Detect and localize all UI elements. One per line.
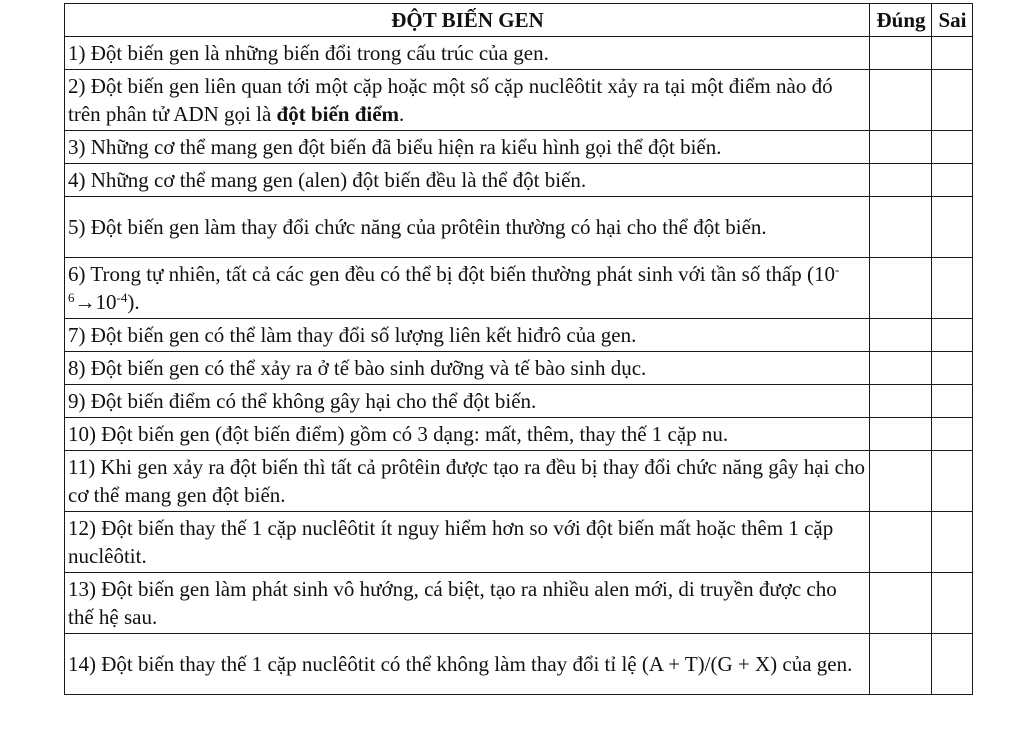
false-answer-cell[interactable]	[932, 131, 973, 164]
true-answer-cell[interactable]	[870, 352, 932, 385]
true-answer-cell[interactable]	[870, 634, 932, 695]
statement-text: 12) Đột biến thay thế 1 cặp nuclêôtit ít nguy hiểm hơn so với đột biến mất hoặc thêm 1 cặp nuclêôtit.	[65, 512, 870, 573]
worksheet	[64, 3, 972, 695]
true-answer-cell[interactable]	[870, 418, 932, 451]
statement-row-6	[65, 258, 973, 319]
true-false-table	[64, 3, 973, 695]
true-answer-cell[interactable]	[870, 512, 932, 573]
false-answer-cell[interactable]	[932, 164, 973, 197]
header-row	[65, 4, 973, 37]
statement-text: 3) Những cơ thể mang gen đột biến đã biểu hiện ra kiểu hình gọi thể đột biến.	[65, 131, 870, 164]
false-answer-cell[interactable]	[932, 70, 973, 131]
statement-bold-term: đột biến điểm	[276, 102, 400, 126]
true-answer-cell[interactable]	[870, 385, 932, 418]
statement-text: 10) Đột biến gen (đột biến điểm) gồm có 3 dạng: mất, thêm, thay thế 1 cặp nu.	[65, 418, 870, 451]
statement-row-12	[65, 512, 973, 573]
statement-text: 1) Đột biến gen là những biến đổi trong cấu trúc của gen.	[65, 37, 870, 70]
statement-text: 14) Đột biến thay thế 1 cặp nuclêôtit có thể không làm thay đổi tỉ lệ (A + T)/(G + X) của gen.	[65, 634, 870, 695]
false-answer-cell[interactable]	[932, 352, 973, 385]
false-answer-cell[interactable]	[932, 418, 973, 451]
statement-text-part: 6) Trong tự nhiên, tất cả các gen đều có thể bị đột biến thường phát sinh với tần số thấp (10	[68, 262, 836, 286]
arrow-term: →10	[74, 290, 117, 314]
statement-text: 11) Khi gen xảy ra đột biến thì tất cả prôtêin được tạo ra đều bị thay đổi chức năng gây hại cho cơ thể mang gen đột biến.	[65, 451, 870, 512]
true-column-header: Đúng	[870, 4, 932, 37]
true-answer-cell[interactable]	[870, 258, 932, 319]
false-answer-cell[interactable]	[932, 451, 973, 512]
statement-text	[65, 258, 870, 319]
statement-row-3	[65, 131, 973, 164]
statement-row-9	[65, 385, 973, 418]
statement-row-4	[65, 164, 973, 197]
exponent: -4	[116, 290, 128, 305]
true-answer-cell[interactable]	[870, 164, 932, 197]
statement-text: 7) Đột biến gen có thể làm thay đổi số lượng liên kết hiđrô của gen.	[65, 319, 870, 352]
statement-row-11	[65, 451, 973, 512]
false-answer-cell[interactable]	[932, 634, 973, 695]
statement-text: 13) Đột biến gen làm phát sinh vô hướng, cá biệt, tạo ra nhiều alen mới, di truyền được cho thế hệ sau.	[65, 573, 870, 634]
statement-row-1	[65, 37, 973, 70]
statement-row-13	[65, 573, 973, 634]
true-answer-cell[interactable]	[870, 37, 932, 70]
statement-text: 8) Đột biến gen có thể xảy ra ở tế bào sinh dưỡng và tế bào sinh dục.	[65, 352, 870, 385]
statement-row-7	[65, 319, 973, 352]
true-answer-cell[interactable]	[870, 451, 932, 512]
true-answer-cell[interactable]	[870, 197, 932, 258]
statement-row-14	[65, 634, 973, 695]
statement-text-part: 2) Đột biến gen liên quan tới một cặp hoặc một số cặp nuclêôtit xảy ra tại một điểm nào đó trên phân tử ADN gọi là	[68, 74, 833, 126]
statement-row-8	[65, 352, 973, 385]
statement-row-2	[65, 70, 973, 131]
table-title: ĐỘT BIẾN GEN	[65, 4, 870, 37]
statement-text: 4) Những cơ thể mang gen (alen) đột biến đều là thể đột biến.	[65, 164, 870, 197]
true-answer-cell[interactable]	[870, 70, 932, 131]
false-answer-cell[interactable]	[932, 385, 973, 418]
false-answer-cell[interactable]	[932, 258, 973, 319]
false-answer-cell[interactable]	[932, 37, 973, 70]
false-answer-cell[interactable]	[932, 512, 973, 573]
true-answer-cell[interactable]	[870, 319, 932, 352]
statement-text-end: ).	[127, 290, 140, 314]
statement-text	[65, 70, 870, 131]
exponent: -6	[68, 262, 840, 305]
false-column-header: Sai	[932, 4, 973, 37]
statement-row-10	[65, 418, 973, 451]
true-answer-cell[interactable]	[870, 131, 932, 164]
statement-row-5	[65, 197, 973, 258]
statement-text-end: .	[399, 102, 405, 126]
false-answer-cell[interactable]	[932, 319, 973, 352]
statement-text: 9) Đột biến điểm có thể không gây hại cho thể đột biến.	[65, 385, 870, 418]
false-answer-cell[interactable]	[932, 573, 973, 634]
statement-text: 5) Đột biến gen làm thay đổi chức năng của prôtêin thường có hại cho thể đột biến.	[65, 197, 870, 258]
false-answer-cell[interactable]	[932, 197, 973, 258]
true-answer-cell[interactable]	[870, 573, 932, 634]
